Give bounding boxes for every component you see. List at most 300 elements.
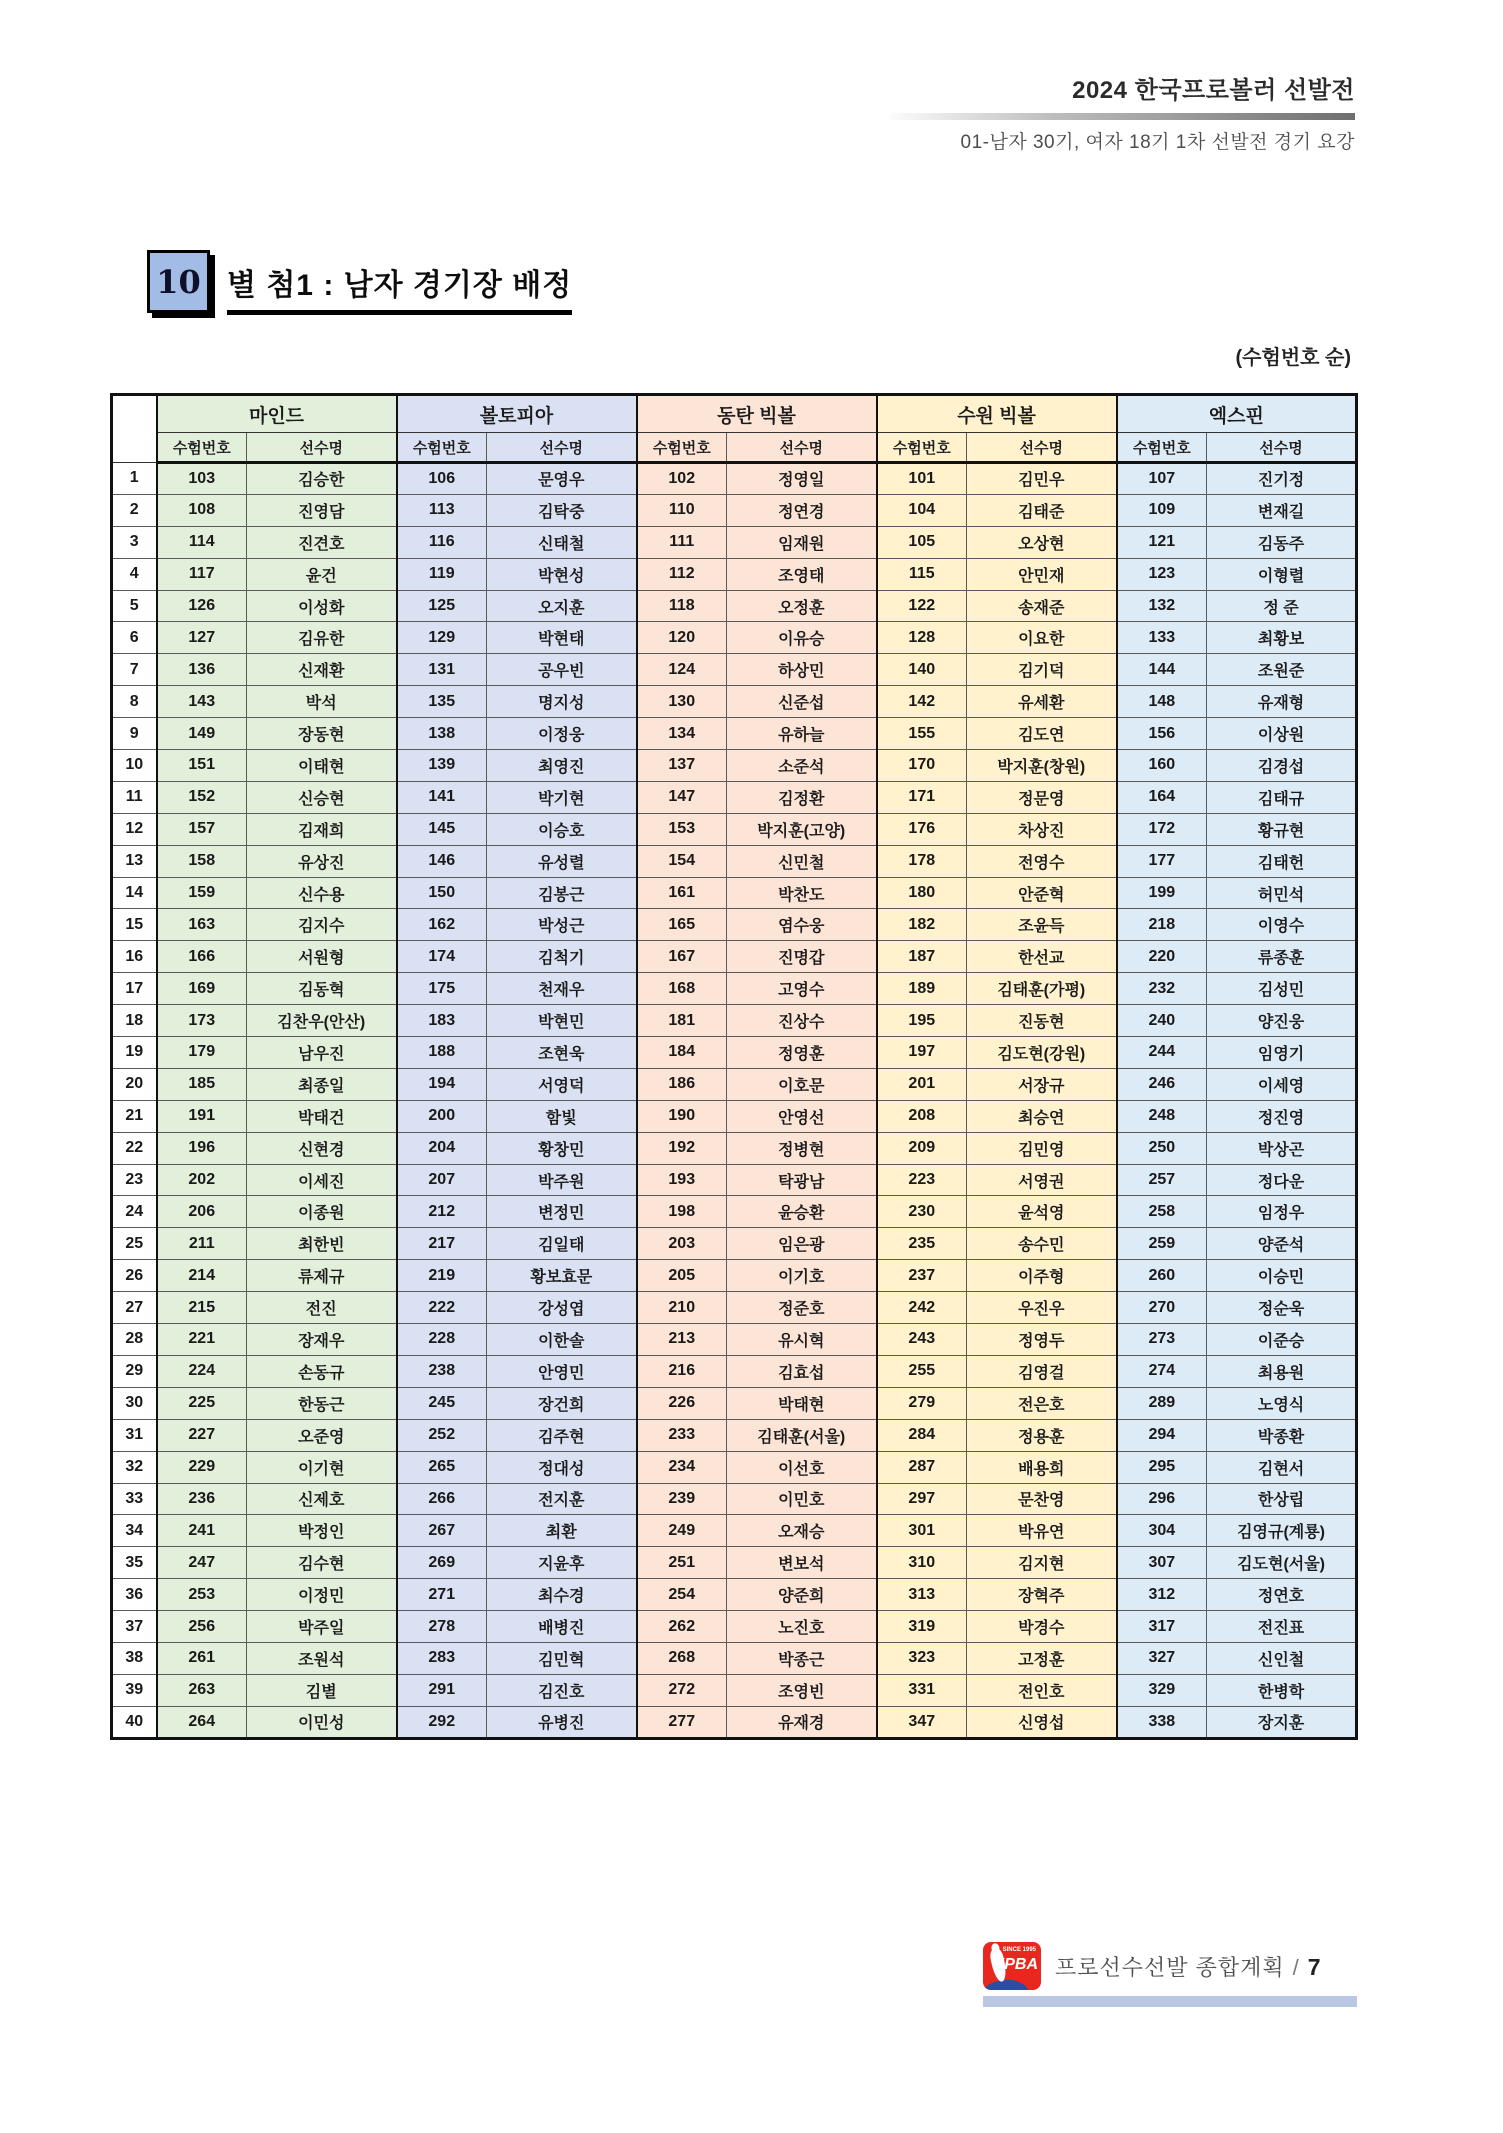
table-row: [112, 1515, 1357, 1547]
table-row: [112, 1451, 1357, 1483]
venue-header-2: 볼토피아: [397, 395, 637, 433]
player-name-cell: 유상진: [247, 845, 397, 877]
player-name-cell: 최승연: [967, 1100, 1117, 1132]
player-name-cell: 류제규: [247, 1260, 397, 1292]
logo-kpba-text: KPBA: [992, 1956, 1038, 1973]
player-name-cell: 임영기: [1207, 1037, 1357, 1069]
document-subtitle: 01-남자 30기, 여자 18기 1차 선발전 경기 요강: [960, 132, 1355, 153]
player-name-cell: 김동혁: [247, 973, 397, 1005]
player-name-cell: 김도연: [967, 718, 1117, 750]
exam-number-cell: 223: [877, 1164, 967, 1196]
exam-number-cell: 176: [877, 813, 967, 845]
player-name-cell: 김도현(서울): [1207, 1547, 1357, 1579]
table-row: [112, 1260, 1357, 1292]
exam-number-header-2: 수험번호: [397, 433, 487, 463]
exam-number-cell: 194: [397, 1068, 487, 1100]
exam-number-cell: 190: [637, 1100, 727, 1132]
exam-number-cell: 262: [637, 1611, 727, 1643]
exam-number-cell: 173: [157, 1005, 247, 1037]
row-number-cell: 34: [112, 1515, 157, 1547]
player-name-cell: 이민호: [727, 1483, 877, 1515]
exam-number-header-5: 수험번호: [1117, 433, 1207, 463]
table-row: [112, 1579, 1357, 1611]
player-name-cell: 임은광: [727, 1228, 877, 1260]
exam-number-cell: 347: [877, 1706, 967, 1738]
player-name-cell: 유재경: [727, 1706, 877, 1738]
table-row: [112, 718, 1357, 750]
player-name-cell: 공우빈: [487, 654, 637, 686]
table-row: [112, 686, 1357, 718]
player-name-cell: 김민혁: [487, 1642, 637, 1674]
table-row: [112, 1228, 1357, 1260]
player-name-cell: 정다운: [1207, 1164, 1357, 1196]
player-name-cell: 안영민: [487, 1355, 637, 1387]
exam-number-cell: 103: [157, 463, 247, 495]
row-number-cell: 5: [112, 590, 157, 622]
table-row: [112, 1292, 1357, 1324]
player-name-cell: 최수경: [487, 1579, 637, 1611]
table-row: [112, 1355, 1357, 1387]
row-number-cell: 25: [112, 1228, 157, 1260]
row-number-cell: 31: [112, 1419, 157, 1451]
exam-number-cell: 240: [1117, 1005, 1207, 1037]
exam-number-cell: 319: [877, 1611, 967, 1643]
exam-number-cell: 174: [397, 941, 487, 973]
footer-label: 프로선수선발 종합계획: [1055, 1954, 1285, 1980]
exam-number-cell: 141: [397, 781, 487, 813]
row-number-cell: 16: [112, 941, 157, 973]
player-name-cell: 정연호: [1207, 1579, 1357, 1611]
exam-number-cell: 213: [637, 1324, 727, 1356]
row-number-cell: 9: [112, 718, 157, 750]
header-gradient-rule: [890, 113, 1355, 120]
logo-since-text: SINCE 1995: [1002, 1947, 1036, 1953]
exam-number-cell: 168: [637, 973, 727, 1005]
player-name-cell: 한병학: [1207, 1674, 1357, 1706]
exam-number-cell: 162: [397, 909, 487, 941]
player-name-cell: 김현서: [1207, 1451, 1357, 1483]
row-number-cell: 11: [112, 781, 157, 813]
row-number-cell: 27: [112, 1292, 157, 1324]
player-name-cell: 서영덕: [487, 1068, 637, 1100]
exam-number-cell: 143: [157, 686, 247, 718]
exam-number-cell: 167: [637, 941, 727, 973]
exam-number-cell: 258: [1117, 1196, 1207, 1228]
player-name-cell: 이승호: [487, 813, 637, 845]
exam-number-cell: 201: [877, 1068, 967, 1100]
exam-number-cell: 142: [877, 686, 967, 718]
exam-number-header-1: 수험번호: [157, 433, 247, 463]
player-name-cell: 정영훈: [727, 1037, 877, 1069]
player-name-cell: 박지훈(고양): [727, 813, 877, 845]
exam-number-cell: 106: [397, 463, 487, 495]
player-name-cell: 전지훈: [487, 1483, 637, 1515]
exam-number-cell: 133: [1117, 622, 1207, 654]
player-name-cell: 김태훈(서울): [727, 1419, 877, 1451]
exam-number-cell: 170: [877, 750, 967, 782]
exam-number-cell: 101: [877, 463, 967, 495]
player-name-cell: 류종훈: [1207, 941, 1357, 973]
exam-number-cell: 120: [637, 622, 727, 654]
player-name-cell: 장지훈: [1207, 1706, 1357, 1738]
player-name-cell: 조윤득: [967, 909, 1117, 941]
exam-number-cell: 178: [877, 845, 967, 877]
player-name-cell: 강성엽: [487, 1292, 637, 1324]
exam-number-cell: 242: [877, 1292, 967, 1324]
player-name-cell: 박종환: [1207, 1419, 1357, 1451]
player-name-cell: 전인호: [967, 1674, 1117, 1706]
player-name-cell: 이태현: [247, 750, 397, 782]
player-name-cell: 전진표: [1207, 1611, 1357, 1643]
exam-number-cell: 140: [877, 654, 967, 686]
player-name-cell: 박찬도: [727, 877, 877, 909]
player-name-cell: 이정민: [247, 1579, 397, 1611]
table-row: [112, 1419, 1357, 1451]
exam-number-cell: 151: [157, 750, 247, 782]
exam-number-cell: 207: [397, 1164, 487, 1196]
player-name-cell: 천재우: [487, 973, 637, 1005]
exam-number-cell: 214: [157, 1260, 247, 1292]
table-row: [112, 654, 1357, 686]
player-name-cell: 김태헌: [1207, 845, 1357, 877]
player-name-cell: 노진호: [727, 1611, 877, 1643]
player-name-cell: 정준호: [727, 1292, 877, 1324]
player-name-cell: 박종근: [727, 1642, 877, 1674]
exam-number-cell: 184: [637, 1037, 727, 1069]
player-name-cell: 정진영: [1207, 1100, 1357, 1132]
player-name-cell: 박현성: [487, 558, 637, 590]
player-name-cell: 염수웅: [727, 909, 877, 941]
venue-assignment-table: [110, 393, 1358, 1740]
player-name-cell: 배병진: [487, 1611, 637, 1643]
player-name-cell: 이준승: [1207, 1324, 1357, 1356]
exam-number-header-4: 수험번호: [877, 433, 967, 463]
exam-number-cell: 273: [1117, 1324, 1207, 1356]
exam-number-cell: 124: [637, 654, 727, 686]
player-name-cell: 한상립: [1207, 1483, 1357, 1515]
exam-number-cell: 216: [637, 1355, 727, 1387]
footer-page-number: 7: [1307, 1953, 1322, 1980]
exam-number-cell: 317: [1117, 1611, 1207, 1643]
exam-number-cell: 296: [1117, 1483, 1207, 1515]
player-name-cell: 이승민: [1207, 1260, 1357, 1292]
player-name-cell: 서장규: [967, 1068, 1117, 1100]
exam-number-cell: 125: [397, 590, 487, 622]
player-name-cell: 양준석: [1207, 1228, 1357, 1260]
table-row: [112, 1324, 1357, 1356]
player-name-cell: 김승한: [247, 463, 397, 495]
table-row: [112, 750, 1357, 782]
exam-number-cell: 135: [397, 686, 487, 718]
player-name-cell: 정병현: [727, 1132, 877, 1164]
row-number-cell: 17: [112, 973, 157, 1005]
exam-number-cell: 205: [637, 1260, 727, 1292]
exam-number-cell: 158: [157, 845, 247, 877]
player-name-cell: 손동규: [247, 1355, 397, 1387]
exam-number-cell: 163: [157, 909, 247, 941]
player-name-cell: 이요한: [967, 622, 1117, 654]
exam-number-cell: 197: [877, 1037, 967, 1069]
player-name-cell: 김영규(계룡): [1207, 1515, 1357, 1547]
exam-number-cell: 193: [637, 1164, 727, 1196]
exam-number-cell: 113: [397, 494, 487, 526]
player-name-cell: 신인철: [1207, 1642, 1357, 1674]
table-row: [112, 1164, 1357, 1196]
exam-number-cell: 209: [877, 1132, 967, 1164]
exam-number-cell: 105: [877, 526, 967, 558]
player-name-cell: 이영수: [1207, 909, 1357, 941]
player-name-header-4: 선수명: [967, 433, 1117, 463]
exam-number-cell: 248: [1117, 1100, 1207, 1132]
row-number-cell: 38: [112, 1642, 157, 1674]
player-name-cell: 변재길: [1207, 494, 1357, 526]
table-row: [112, 494, 1357, 526]
player-name-cell: 고영수: [727, 973, 877, 1005]
player-name-cell: 윤승환: [727, 1196, 877, 1228]
table-row: [112, 1037, 1357, 1069]
player-name-cell: 이종원: [247, 1196, 397, 1228]
exam-number-cell: 301: [877, 1515, 967, 1547]
player-name-cell: 황창민: [487, 1132, 637, 1164]
table-row: [112, 1547, 1357, 1579]
exam-number-cell: 323: [877, 1642, 967, 1674]
player-name-header-5: 선수명: [1207, 433, 1357, 463]
row-number-cell: 13: [112, 845, 157, 877]
exam-number-cell: 175: [397, 973, 487, 1005]
exam-number-cell: 310: [877, 1547, 967, 1579]
player-name-cell: 정문영: [967, 781, 1117, 813]
player-name-cell: 정 준: [1207, 590, 1357, 622]
player-name-cell: 안민재: [967, 558, 1117, 590]
exam-number-cell: 261: [157, 1642, 247, 1674]
player-name-cell: 정용훈: [967, 1419, 1117, 1451]
exam-number-cell: 234: [637, 1451, 727, 1483]
exam-number-cell: 188: [397, 1037, 487, 1069]
player-name-cell: 김동주: [1207, 526, 1357, 558]
exam-number-cell: 206: [157, 1196, 247, 1228]
table-row: [112, 1068, 1357, 1100]
player-name-cell: 장재우: [247, 1324, 397, 1356]
player-name-cell: 이호문: [727, 1068, 877, 1100]
row-number-cell: 37: [112, 1611, 157, 1643]
player-name-cell: 김영걸: [967, 1355, 1117, 1387]
exam-number-cell: 338: [1117, 1706, 1207, 1738]
exam-number-cell: 250: [1117, 1132, 1207, 1164]
player-name-cell: 조원준: [1207, 654, 1357, 686]
player-name-cell: 오재승: [727, 1515, 877, 1547]
exam-number-cell: 284: [877, 1419, 967, 1451]
exam-number-cell: 199: [1117, 877, 1207, 909]
exam-number-cell: 131: [397, 654, 487, 686]
player-name-cell: 조원석: [247, 1642, 397, 1674]
player-name-cell: 변정민: [487, 1196, 637, 1228]
exam-number-cell: 185: [157, 1068, 247, 1100]
exam-number-cell: 148: [1117, 686, 1207, 718]
exam-number-cell: 126: [157, 590, 247, 622]
player-name-cell: 윤건: [247, 558, 397, 590]
exam-number-cell: 291: [397, 1674, 487, 1706]
player-name-cell: 장혁주: [967, 1579, 1117, 1611]
player-name-cell: 이세영: [1207, 1068, 1357, 1100]
table-row: [112, 1005, 1357, 1037]
exam-number-header-3: 수험번호: [637, 433, 727, 463]
venue-header-1: 마인드: [157, 395, 397, 433]
exam-number-cell: 102: [637, 463, 727, 495]
exam-number-cell: 252: [397, 1419, 487, 1451]
exam-number-cell: 312: [1117, 1579, 1207, 1611]
player-name-cell: 유재형: [1207, 686, 1357, 718]
player-name-header-3: 선수명: [727, 433, 877, 463]
exam-number-cell: 196: [157, 1132, 247, 1164]
table-row: [112, 1483, 1357, 1515]
table-row: [112, 1706, 1357, 1738]
table-row: [112, 973, 1357, 1005]
player-name-cell: 황규현: [1207, 813, 1357, 845]
exam-number-cell: 274: [1117, 1355, 1207, 1387]
exam-number-cell: 292: [397, 1706, 487, 1738]
player-name-cell: 정연경: [727, 494, 877, 526]
player-name-cell: 유하늘: [727, 718, 877, 750]
player-name-cell: 이한솔: [487, 1324, 637, 1356]
player-name-cell: 정대성: [487, 1451, 637, 1483]
player-name-cell: 박유연: [967, 1515, 1117, 1547]
row-number-cell: 35: [112, 1547, 157, 1579]
player-name-cell: 박석: [247, 686, 397, 718]
exam-number-cell: 181: [637, 1005, 727, 1037]
exam-number-cell: 155: [877, 718, 967, 750]
player-name-cell: 김정환: [727, 781, 877, 813]
row-number-cell: 22: [112, 1132, 157, 1164]
player-name-cell: 변보석: [727, 1547, 877, 1579]
row-number-cell: 19: [112, 1037, 157, 1069]
exam-number-cell: 177: [1117, 845, 1207, 877]
table-row: [112, 526, 1357, 558]
player-name-cell: 탁광남: [727, 1164, 877, 1196]
row-number-cell: 40: [112, 1706, 157, 1738]
player-name-cell: 배용희: [967, 1451, 1117, 1483]
exam-number-cell: 152: [157, 781, 247, 813]
exam-number-cell: 226: [637, 1387, 727, 1419]
player-name-cell: 허민석: [1207, 877, 1357, 909]
player-name-cell: 송재준: [967, 590, 1117, 622]
player-name-cell: 오정훈: [727, 590, 877, 622]
player-name-cell: 지윤후: [487, 1547, 637, 1579]
exam-number-cell: 117: [157, 558, 247, 590]
player-name-cell: 김도현(강원): [967, 1037, 1117, 1069]
exam-number-cell: 191: [157, 1100, 247, 1132]
row-number-cell: 24: [112, 1196, 157, 1228]
player-name-cell: 김성민: [1207, 973, 1357, 1005]
exam-number-cell: 232: [1117, 973, 1207, 1005]
table-row: [112, 1387, 1357, 1419]
row-number-cell: 28: [112, 1324, 157, 1356]
player-name-cell: 정순욱: [1207, 1292, 1357, 1324]
exam-number-cell: 115: [877, 558, 967, 590]
player-name-cell: 신민철: [727, 845, 877, 877]
player-name-cell: 남우진: [247, 1037, 397, 1069]
exam-number-cell: 269: [397, 1547, 487, 1579]
player-name-cell: 신수용: [247, 877, 397, 909]
player-name-cell: 이세진: [247, 1164, 397, 1196]
player-name-cell: 이기현: [247, 1451, 397, 1483]
exam-number-cell: 192: [637, 1132, 727, 1164]
exam-number-cell: 294: [1117, 1419, 1207, 1451]
exam-number-cell: 122: [877, 590, 967, 622]
exam-number-cell: 289: [1117, 1387, 1207, 1419]
venue-header-3: 동탄 빅볼: [637, 395, 877, 433]
player-name-cell: 문찬영: [967, 1483, 1117, 1515]
section-heading: [147, 250, 572, 313]
exam-number-cell: 183: [397, 1005, 487, 1037]
exam-number-cell: 249: [637, 1515, 727, 1547]
exam-number-cell: 278: [397, 1611, 487, 1643]
player-name-cell: 송수민: [967, 1228, 1117, 1260]
player-name-cell: 김태준: [967, 494, 1117, 526]
venue-header-row: [112, 395, 1357, 433]
player-name-cell: 김민영: [967, 1132, 1117, 1164]
player-name-cell: 김재희: [247, 813, 397, 845]
player-name-cell: 박지훈(창원): [967, 750, 1117, 782]
exam-number-cell: 108: [157, 494, 247, 526]
exam-number-cell: 279: [877, 1387, 967, 1419]
exam-number-cell: 169: [157, 973, 247, 1005]
exam-number-cell: 215: [157, 1292, 247, 1324]
row-number-cell: 8: [112, 686, 157, 718]
player-name-cell: 이주형: [967, 1260, 1117, 1292]
row-number-cell: 4: [112, 558, 157, 590]
exam-number-cell: 239: [637, 1483, 727, 1515]
table-row: [112, 813, 1357, 845]
exam-number-cell: 235: [877, 1228, 967, 1260]
player-name-cell: 전은호: [967, 1387, 1117, 1419]
exam-number-cell: 179: [157, 1037, 247, 1069]
exam-number-cell: 144: [1117, 654, 1207, 686]
exam-number-cell: 307: [1117, 1547, 1207, 1579]
section-number-badge: 10: [147, 250, 210, 313]
exam-number-cell: 259: [1117, 1228, 1207, 1260]
table-row: [112, 1674, 1357, 1706]
exam-number-cell: 109: [1117, 494, 1207, 526]
exam-number-cell: 241: [157, 1515, 247, 1547]
row-number-cell: 21: [112, 1100, 157, 1132]
player-name-cell: 이상원: [1207, 718, 1357, 750]
exam-number-cell: 118: [637, 590, 727, 622]
table-row: [112, 909, 1357, 941]
player-name-cell: 박태현: [727, 1387, 877, 1419]
row-number-cell: 1: [112, 463, 157, 495]
table-row: [112, 1196, 1357, 1228]
player-name-cell: 최환: [487, 1515, 637, 1547]
exam-number-cell: 200: [397, 1100, 487, 1132]
player-name-cell: 전영수: [967, 845, 1117, 877]
player-name-cell: 함빛: [487, 1100, 637, 1132]
exam-number-cell: 164: [1117, 781, 1207, 813]
footer-separator: /: [1292, 1954, 1300, 1980]
exam-number-cell: 247: [157, 1547, 247, 1579]
player-name-cell: 김지현: [967, 1547, 1117, 1579]
player-name-cell: 박주원: [487, 1164, 637, 1196]
player-name-cell: 박상곤: [1207, 1132, 1357, 1164]
row-number-cell: 18: [112, 1005, 157, 1037]
player-name-cell: 최종일: [247, 1068, 397, 1100]
exam-number-cell: 230: [877, 1196, 967, 1228]
exam-number-cell: 165: [637, 909, 727, 941]
table-body: [112, 463, 1357, 1739]
player-name-cell: 안영선: [727, 1100, 877, 1132]
exam-number-cell: 154: [637, 845, 727, 877]
exam-number-cell: 221: [157, 1324, 247, 1356]
exam-number-cell: 157: [157, 813, 247, 845]
